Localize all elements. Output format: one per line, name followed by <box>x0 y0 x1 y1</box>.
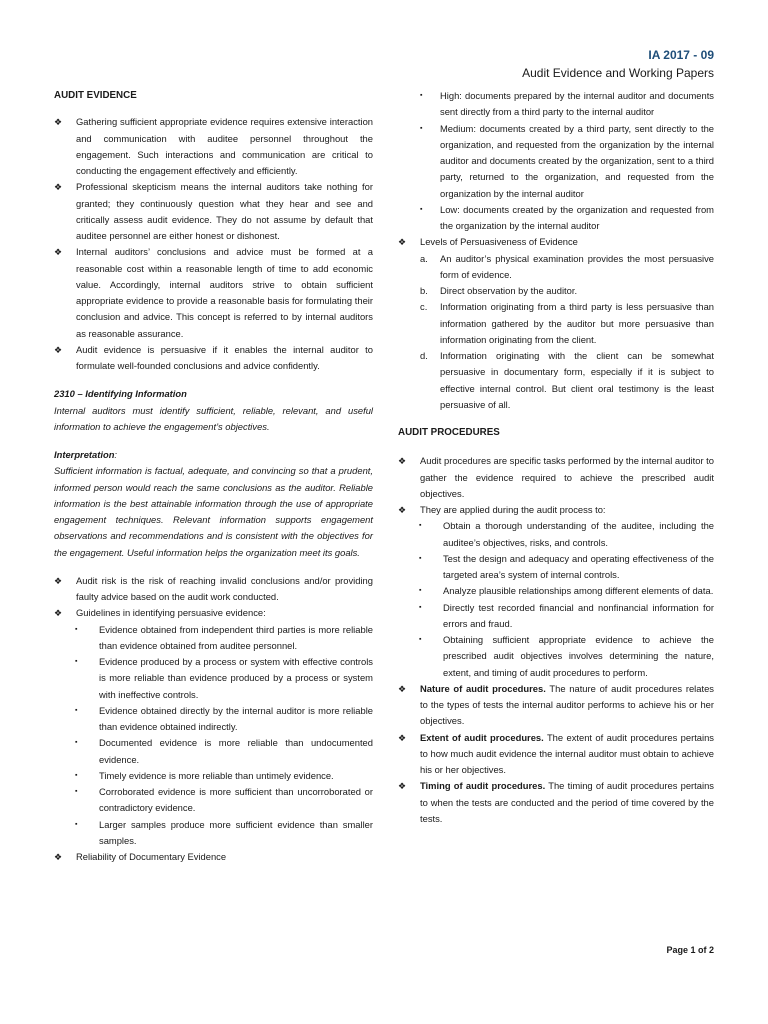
page-number: Page 1 of 2 <box>666 945 714 955</box>
interpretation-label: Interpretation: <box>54 449 118 460</box>
audit-procedures-heading: AUDIT PROCEDURES <box>398 427 500 438</box>
sub-list-item: ▪ Directly test recorded financial and nonfinancial information for errors and fraud. <box>398 600 714 633</box>
sub-list-item: ▪ Evidence obtained directly by the internal auditor is more reliable than evidence obtained indirectly. <box>54 703 373 736</box>
interpretation-text: Sufficient information is factual, adequate, and convincing so that a prudent, informed person would reach the same conclusions as the auditor. Reliable information is the best attainable information through the use of appropriate engagement techniques. Relevant information supports engagement observations and recommendations and is consistent with the objectives for the engagement. Useful information helps the organization meet its goals. <box>54 465 373 558</box>
diamond-bullet-icon: ❖ <box>54 117 63 128</box>
diamond-bullet-icon: ❖ <box>54 852 63 862</box>
diamond-bullet-icon: ❖ <box>54 247 63 258</box>
list-item: ❖ Guidelines in identifying persuasive evidence: <box>54 605 373 621</box>
audit-evidence-heading: AUDIT EVIDENCE <box>54 90 137 101</box>
timing-label: Timing of audit procedures. <box>420 780 546 792</box>
sub-list-item: ▪ Low: documents created by the organization and requested from the organization by the internal auditor <box>398 202 714 235</box>
diamond-bullet-icon: ❖ <box>54 608 63 619</box>
list-item: ❖ Audit evidence is persuasive if it enables the internal auditor to formulate well-founded conclusions and advice confidently. <box>54 342 373 375</box>
square-bullet-icon: ▪ <box>75 771 78 779</box>
sub-list-item: ▪ Larger samples produce more sufficient evidence than smaller samples. <box>54 817 373 850</box>
list-item: ❖ Gathering sufficient appropriate evidence requires extensive interaction and communication with auditee personnel throughout the engagement. Such interactions and communication are critical to conducting the engagement effectively and efficiently. <box>54 114 373 179</box>
square-bullet-icon: ▪ <box>75 658 78 665</box>
square-bullet-icon: ▪ <box>75 706 78 714</box>
diamond-bullet-icon: ❖ <box>398 237 407 248</box>
document-code: IA 2017 - 09 <box>648 48 714 62</box>
diamond-bullet-icon: ❖ <box>398 732 407 743</box>
lettered-item: d. Information originating with the client can be somewhat persuasive in documentary form, especially if it is subject to effective internal control. But client oral testimony is the least persuasive of all. <box>420 350 714 410</box>
standard-text: Internal auditors must identify sufficient, reliable, relevant, and useful information to achieve the engagement’s objectives. <box>54 404 373 432</box>
sub-list-item: ▪ Timely evidence is more reliable than untimely evidence. <box>54 768 373 784</box>
standard-title: 2310 – Identifying Information <box>54 388 187 400</box>
sub-list-item: ▪ Documented evidence is more reliable than undocumented evidence. <box>54 735 373 768</box>
sub-list-item: ▪ Obtain a thorough understanding of the auditee, including the auditee’s objectives, risks, and controls. <box>398 518 714 551</box>
square-bullet-icon: ▪ <box>419 522 422 530</box>
right-column <box>398 88 714 827</box>
square-bullet-icon: ▪ <box>420 205 423 213</box>
sub-list-item: ▪ Obtaining sufficient appropriate evidence to achieve the prescribed audit objectives involves determining the nature, extent, and timing of audit procedures to perform. <box>398 632 714 681</box>
square-bullet-icon: ▪ <box>75 820 78 828</box>
square-bullet-icon: ▪ <box>420 124 423 132</box>
sub-list-item: ▪ Corroborated evidence is more sufficient than uncorroborated or contradictory evidence. <box>54 784 373 817</box>
sub-list-item: ▪ Evidence produced by a process or system with effective controls is more reliable than evidence produced by a process or system with ineffective controls. <box>54 654 373 703</box>
lettered-item: a. An auditor’s physical examination provides the most persuasive form of evidence. <box>420 252 714 280</box>
page-header <box>522 47 714 81</box>
list-item: ❖ Audit risk is the risk of reaching invalid conclusions and/or providing faulty advice based on the audit work conducted. <box>54 573 373 606</box>
square-bullet-icon: ▪ <box>419 587 422 595</box>
square-bullet-icon: ▪ <box>75 625 78 633</box>
nature-label: Nature of audit procedures. <box>420 682 546 694</box>
square-bullet-icon: ▪ <box>420 92 423 99</box>
diamond-bullet-icon: ❖ <box>398 683 407 694</box>
document-title: Audit Evidence and Working Papers <box>522 66 714 80</box>
square-bullet-icon: ▪ <box>419 636 422 643</box>
lettered-item: c. Information originating from a third party is less persuasive than information gathered by the auditor but more persuasive than information originating from the client. <box>420 301 714 345</box>
lettered-item: b. Direct observation by the auditor. <box>420 285 578 296</box>
sub-list-item: ▪ Analyze plausible relationships among different elements of data. <box>398 583 714 599</box>
diamond-bullet-icon: ❖ <box>398 505 407 515</box>
list-item: ❖ Reliability of Documentary Evidence <box>54 849 373 865</box>
sub-list-item: ▪ Evidence obtained from independent third parties is more reliable than evidence obtained from auditee personnel. <box>54 622 373 655</box>
sub-list-item: ▪ Test the design and adequacy and operating effectiveness of the targeted area’s system of internal controls. <box>398 551 714 584</box>
extent-label: Extent of audit procedures. <box>420 731 544 743</box>
diamond-bullet-icon: ❖ <box>398 456 407 467</box>
list-item: ❖ Professional skepticism means the internal auditors take nothing for granted; they continuously question what they hear and see and critically assess audit evidence. They do not assume by default that auditee personnel are either honest or dishonest. <box>54 179 373 244</box>
diamond-bullet-icon: ❖ <box>54 344 63 355</box>
square-bullet-icon: ▪ <box>419 554 422 562</box>
list-item: ❖ Timing of audit procedures. The timing of audit procedures pertains to when the tests are conducted and the period of time covered by the tests. <box>398 778 714 827</box>
list-item: ❖ Internal auditors’ conclusions and advice must be formed at a reasonable cost within a reasonable length of time to add economic value. Accordingly, internal auditors strive to obtain sufficient appropriate evidence to provide a reasonable basis for formulating their conclusion and advice. This concept is referred to by internal auditors as reasonable assurance. <box>54 244 373 342</box>
list-item: ❖ Nature of audit procedures. The nature of audit procedures relates to the types of tests the internal auditor performs to achieve his or her objectives. <box>398 681 714 730</box>
square-bullet-icon: ▪ <box>75 739 78 747</box>
sub-list-item: ▪ High: documents prepared by the internal auditor and documents sent directly from a third party to the internal auditor <box>398 88 714 121</box>
square-bullet-icon: ▪ <box>75 788 78 795</box>
list-item: ❖ Levels of Persuasiveness of Evidence <box>398 234 714 250</box>
sub-list-item: ▪ Medium: documents created by a third party, sent directly to the organization, and requested from the organization by the internal auditor and documents created by the organization, sent to a third party, returned to the organization, and requested from the organization by the internal auditor <box>398 121 714 202</box>
square-bullet-icon: ▪ <box>419 603 422 611</box>
left-column <box>54 88 373 865</box>
list-item: ❖ They are applied during the audit process to: <box>398 502 714 518</box>
diamond-bullet-icon: ❖ <box>54 575 63 586</box>
list-item: ❖ Extent of audit procedures. The extent of audit procedures pertains to how much audit evidence the internal auditor must obtain to achieve his or her objectives. <box>398 730 714 779</box>
diamond-bullet-icon: ❖ <box>54 182 63 193</box>
diamond-bullet-icon: ❖ <box>398 781 407 792</box>
list-item: ❖ Audit procedures are specific tasks performed by the internal auditor to gather the evidence required to achieve the prescribed audit objectives. <box>398 453 714 502</box>
